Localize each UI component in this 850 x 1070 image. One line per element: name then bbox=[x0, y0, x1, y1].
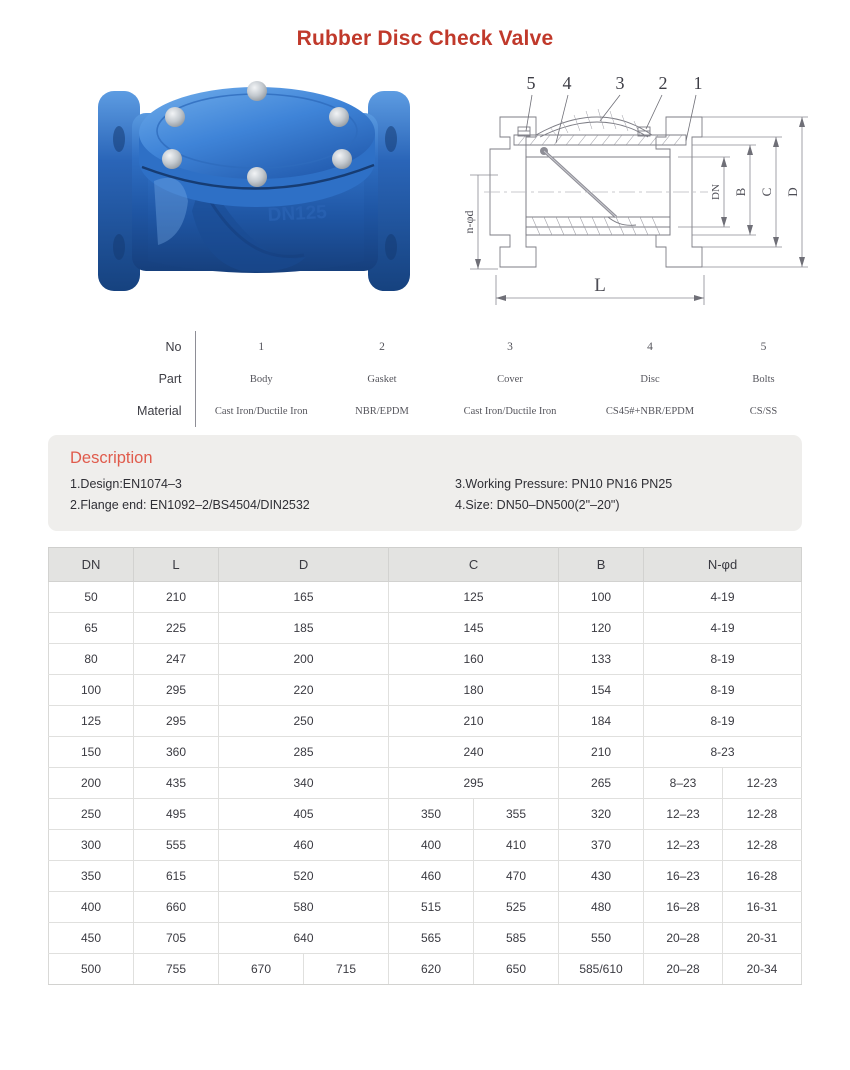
parts-no-2: 2 bbox=[379, 341, 385, 353]
description-panel bbox=[48, 435, 802, 531]
parts-label-part: Part bbox=[110, 363, 195, 395]
cell-c: 125 bbox=[389, 582, 559, 613]
cell-n-1: 12–23 bbox=[644, 799, 723, 830]
cell-b: 120 bbox=[559, 613, 644, 644]
cell-c-2: 355 bbox=[474, 799, 559, 830]
table-row bbox=[49, 675, 802, 706]
cell-n: 8-19 bbox=[644, 644, 802, 675]
table-row bbox=[49, 706, 802, 737]
cell-n: 4-19 bbox=[644, 613, 802, 644]
cell-n-2: 12-28 bbox=[722, 830, 801, 861]
parts-material-3: Cast Iron/Ductile Iron bbox=[463, 405, 557, 417]
cell-l: 705 bbox=[134, 923, 219, 954]
dim-label-n-phi-d: n-φd bbox=[462, 210, 476, 234]
cell-d: 250 bbox=[219, 706, 389, 737]
cell-d: 405 bbox=[219, 799, 389, 830]
table-row bbox=[49, 954, 802, 985]
cell-dn: 100 bbox=[49, 675, 134, 706]
cell-n-2: 12-28 bbox=[722, 799, 801, 830]
cell-c: 160 bbox=[389, 644, 559, 675]
cell-n-2: 16-28 bbox=[722, 861, 801, 892]
cell-n-2: 20-31 bbox=[722, 923, 801, 954]
cell-n-1: 12–23 bbox=[644, 830, 723, 861]
cell-l: 615 bbox=[134, 861, 219, 892]
cell-c-2: 470 bbox=[474, 861, 559, 892]
cell-l: 247 bbox=[134, 644, 219, 675]
cell-dn: 80 bbox=[49, 644, 134, 675]
dimension-table-wrapper bbox=[48, 547, 802, 985]
cell-l: 495 bbox=[134, 799, 219, 830]
callout-3: 3 bbox=[615, 73, 625, 93]
cell-n-1: 8–23 bbox=[644, 768, 723, 799]
parts-part-4: Disc bbox=[640, 373, 660, 385]
media-row bbox=[0, 57, 850, 325]
table-row bbox=[49, 830, 802, 861]
description-item-1: 1.Design:EN1074–3 bbox=[70, 477, 182, 491]
cell-l: 755 bbox=[134, 954, 219, 985]
cell-n-2: 16-31 bbox=[722, 892, 801, 923]
cell-d: 220 bbox=[219, 675, 389, 706]
table-row bbox=[49, 768, 802, 799]
parts-material-5: CS/SS bbox=[749, 405, 778, 417]
cell-dn: 450 bbox=[49, 923, 134, 954]
table-row bbox=[49, 613, 802, 644]
cell-dn: 250 bbox=[49, 799, 134, 830]
description-item-4: 4.Size: DN50–DN500(2"–20") bbox=[455, 498, 620, 512]
table-row bbox=[49, 799, 802, 830]
cell-b: 430 bbox=[559, 861, 644, 892]
cell-dn: 150 bbox=[49, 737, 134, 768]
cell-n-1: 20–28 bbox=[644, 954, 723, 985]
cell-c: 295 bbox=[389, 768, 559, 799]
cell-n-1: 16–28 bbox=[644, 892, 723, 923]
cell-b: 480 bbox=[559, 892, 644, 923]
dim-label-L: L bbox=[594, 275, 606, 296]
cell-c-1: 565 bbox=[389, 923, 474, 954]
cell-d-2: 715 bbox=[304, 954, 389, 985]
cell-l: 225 bbox=[134, 613, 219, 644]
col-header-l: L bbox=[134, 548, 219, 582]
parts-no-4: 4 bbox=[647, 341, 653, 353]
cell-c-2: 525 bbox=[474, 892, 559, 923]
cell-dn: 65 bbox=[49, 613, 134, 644]
dim-label-DN: DN bbox=[710, 184, 722, 200]
description-item-2: 2.Flange end: EN1092–2/BS4504/DIN2532 bbox=[70, 498, 310, 512]
cell-n-1: 20–28 bbox=[644, 923, 723, 954]
cell-l: 360 bbox=[134, 737, 219, 768]
cell-l: 210 bbox=[134, 582, 219, 613]
cell-b: 550 bbox=[559, 923, 644, 954]
valve-product-photo bbox=[92, 61, 422, 323]
cell-c-2: 585 bbox=[474, 923, 559, 954]
cell-d: 520 bbox=[219, 861, 389, 892]
cell-d: 580 bbox=[219, 892, 389, 923]
cell-d: 285 bbox=[219, 737, 389, 768]
callout-2: 2 bbox=[658, 73, 668, 93]
col-header-b: B bbox=[559, 548, 644, 582]
col-header-n: N-φd bbox=[644, 548, 802, 582]
dimension-table-body bbox=[49, 582, 802, 985]
cell-n: 4-19 bbox=[644, 582, 802, 613]
parts-row-no bbox=[110, 331, 810, 363]
cell-c-2: 650 bbox=[474, 954, 559, 985]
cell-dn: 200 bbox=[49, 768, 134, 799]
callout-4: 4 bbox=[562, 73, 572, 93]
dim-label-C: C bbox=[759, 187, 774, 197]
parts-material-1: Cast Iron/Ductile Iron bbox=[214, 405, 308, 417]
callout-1: 1 bbox=[693, 73, 703, 93]
parts-legend-table bbox=[0, 331, 850, 427]
cell-l: 555 bbox=[134, 830, 219, 861]
parts-row-material bbox=[110, 395, 810, 427]
cell-d: 340 bbox=[219, 768, 389, 799]
cell-b: 265 bbox=[559, 768, 644, 799]
cell-dn: 500 bbox=[49, 954, 134, 985]
cell-d: 640 bbox=[219, 923, 389, 954]
valve-embossed-label: DN125 bbox=[267, 201, 328, 226]
cell-c-1: 350 bbox=[389, 799, 474, 830]
cell-d: 460 bbox=[219, 830, 389, 861]
cell-dn: 125 bbox=[49, 706, 134, 737]
parts-no-3: 3 bbox=[507, 341, 513, 353]
cell-c-2: 410 bbox=[474, 830, 559, 861]
cell-b: 585/610 bbox=[559, 954, 644, 985]
cell-b: 210 bbox=[559, 737, 644, 768]
cell-b: 184 bbox=[559, 706, 644, 737]
parts-part-3: Cover bbox=[497, 373, 523, 385]
cell-d-1: 670 bbox=[219, 954, 304, 985]
cell-c-1: 515 bbox=[389, 892, 474, 923]
cell-d: 200 bbox=[219, 644, 389, 675]
parts-label-material: Material bbox=[110, 395, 195, 427]
col-header-c: C bbox=[389, 548, 559, 582]
dimension-table-header-row bbox=[49, 548, 802, 582]
table-row bbox=[49, 892, 802, 923]
cell-c: 145 bbox=[389, 613, 559, 644]
cell-n: 8-19 bbox=[644, 706, 802, 737]
cell-b: 320 bbox=[559, 799, 644, 830]
cell-d: 185 bbox=[219, 613, 389, 644]
callout-5: 5 bbox=[526, 73, 536, 93]
cell-n-1: 16–23 bbox=[644, 861, 723, 892]
cell-dn: 350 bbox=[49, 861, 134, 892]
cell-n: 8-23 bbox=[644, 737, 802, 768]
col-header-d: D bbox=[219, 548, 389, 582]
parts-material-2: NBR/EPDM bbox=[355, 405, 409, 417]
parts-part-1: Body bbox=[249, 373, 273, 385]
parts-part-2: Gasket bbox=[367, 373, 397, 385]
col-header-dn: DN bbox=[49, 548, 134, 582]
table-row bbox=[49, 737, 802, 768]
cell-b: 133 bbox=[559, 644, 644, 675]
cell-l: 295 bbox=[134, 675, 219, 706]
page-title: Rubber Disc Check Valve bbox=[296, 27, 554, 50]
cell-b: 154 bbox=[559, 675, 644, 706]
dim-label-B: B bbox=[733, 187, 748, 197]
cell-dn: 400 bbox=[49, 892, 134, 923]
description-item-3: 3.Working Pressure: PN10 PN16 PN25 bbox=[455, 477, 673, 491]
parts-label-no: No bbox=[110, 331, 195, 363]
cell-n: 8-19 bbox=[644, 675, 802, 706]
parts-no-5: 5 bbox=[760, 341, 767, 353]
cell-d: 165 bbox=[219, 582, 389, 613]
table-row bbox=[49, 644, 802, 675]
parts-no-1: 1 bbox=[258, 341, 265, 353]
cell-b: 370 bbox=[559, 830, 644, 861]
description-items bbox=[70, 477, 780, 512]
cell-c-1: 400 bbox=[389, 830, 474, 861]
cell-l: 295 bbox=[134, 706, 219, 737]
dim-label-D: D bbox=[785, 187, 800, 197]
parts-row-part bbox=[110, 363, 810, 395]
cell-l: 660 bbox=[134, 892, 219, 923]
parts-material-4: CS45#+NBR/EPDM bbox=[605, 405, 695, 417]
cell-c: 240 bbox=[389, 737, 559, 768]
table-row bbox=[49, 923, 802, 954]
cell-b: 100 bbox=[559, 582, 644, 613]
cell-c-1: 460 bbox=[389, 861, 474, 892]
cell-c: 180 bbox=[389, 675, 559, 706]
cell-l: 435 bbox=[134, 768, 219, 799]
table-row bbox=[49, 861, 802, 892]
description-heading: Description bbox=[70, 449, 153, 467]
dimension-table bbox=[48, 547, 802, 985]
cell-c-1: 620 bbox=[389, 954, 474, 985]
table-row bbox=[49, 582, 802, 613]
cell-c: 210 bbox=[389, 706, 559, 737]
valve-section-drawing bbox=[440, 57, 840, 325]
parts-part-5: Bolts bbox=[752, 373, 775, 385]
cell-n-2: 12-23 bbox=[722, 768, 801, 799]
cell-dn: 300 bbox=[49, 830, 134, 861]
cell-n-2: 20-34 bbox=[722, 954, 801, 985]
cell-dn: 50 bbox=[49, 582, 134, 613]
